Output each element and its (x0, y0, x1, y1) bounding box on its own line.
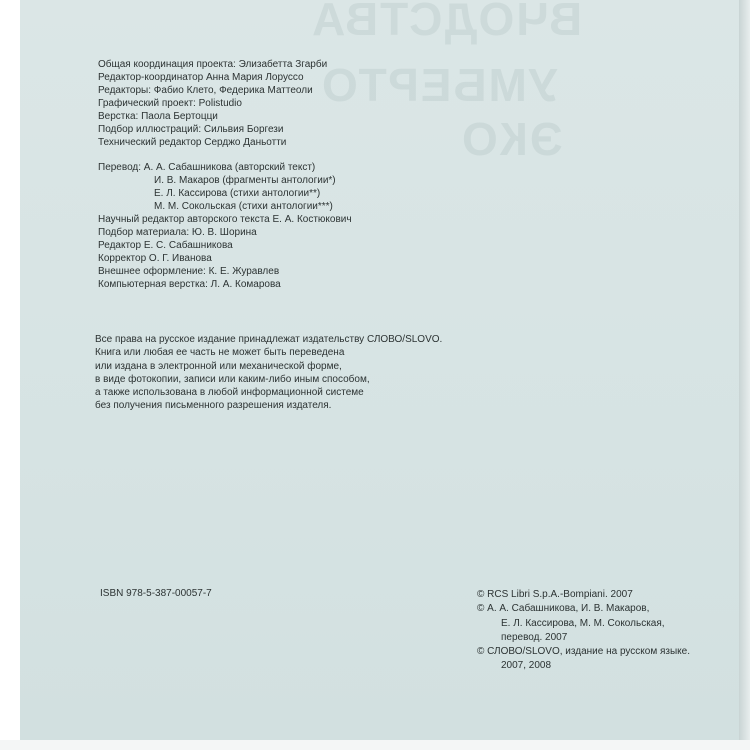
credit-line: Общая координация проекта: Элизабетта Згарби (98, 59, 328, 70)
copyright-line: Е. Л. Кассирова, М. М. Сокольская, (501, 617, 665, 629)
page-bottom-edge (0, 740, 750, 750)
credit-line: Подбор материала: Ю. В. Шорина (98, 227, 257, 238)
credit-line: Графический проект: Polistudio (98, 98, 242, 109)
copyright-line: © RCS Libri S.p.A.-Bompiani. 2007 (477, 589, 633, 600)
rights-line: Книга или любая ее часть не может быть переведена (95, 347, 345, 359)
credit-line: М. М. Сокольская (стихи антологии***) (154, 201, 333, 212)
credit-line: Подбор иллюстраций: Сильвия Боргези (98, 124, 284, 135)
copyright-line: 2007, 2008 (501, 660, 552, 672)
rights-line: или издана в электронной или механической форме, (95, 360, 342, 372)
credit-line: Корректор О. Г. Иванова (98, 253, 212, 264)
copyright-line: перевод. 2007 (501, 631, 568, 643)
copyright-block (477, 588, 690, 674)
isbn-number: ISBN 978-5-387-00057-7 (100, 588, 212, 599)
credit-line: Редактор Е. С. Сабашникова (98, 240, 233, 251)
bleed-through-text: УМБЕРТО (320, 59, 558, 111)
rights-line: а также использована в любой информационной системе (95, 387, 364, 399)
bleed-through-text: ЭКО (460, 113, 563, 165)
credit-line: Технический редактор Серджо Даньотти (98, 137, 287, 148)
credit-line: Научный редактор авторского текста Е. А. Костюкович (98, 214, 352, 225)
rights-line: в виде фотокопии, записи или каким-либо иным способом, (95, 373, 370, 385)
copyright-line: © СЛОВО/SLOVO, издание на русском языке. (477, 646, 690, 658)
rights-line: без получения письменного разрешения издателя. (95, 400, 332, 412)
credit-line: Внешнее оформление: К. Е. Журавлев (98, 266, 280, 277)
credit-line: Редакторы: Фабио Клето, Федерика Маттеоли (98, 85, 313, 96)
rights-line: Все права на русское издание принадлежат издательству СЛОВО/SLOVO. (95, 334, 443, 345)
rights-notice (95, 333, 442, 413)
copyright-line: © А. А. Сабашникова, И. В. Макаров, (477, 603, 650, 615)
credit-line: Компьютерная верстка: Л. А. Комарова (98, 279, 281, 290)
credits-block (98, 58, 352, 291)
credit-line: Верстка: Паола Бертоцци (98, 111, 218, 122)
credit-line: И. В. Макаров (фрагменты антологии*) (154, 175, 336, 186)
bleed-through-text: ВЧОДСТВА (310, 0, 583, 45)
credit-line: Перевод: А. А. Сабашникова (авторский текст) (98, 162, 316, 173)
credit-line: Е. Л. Кассирова (стихи антологии**) (154, 188, 321, 199)
page-edge (739, 0, 750, 740)
credit-line: Редактор-координатор Анна Мария Лоруссо (98, 72, 304, 83)
book-page (20, 0, 739, 740)
